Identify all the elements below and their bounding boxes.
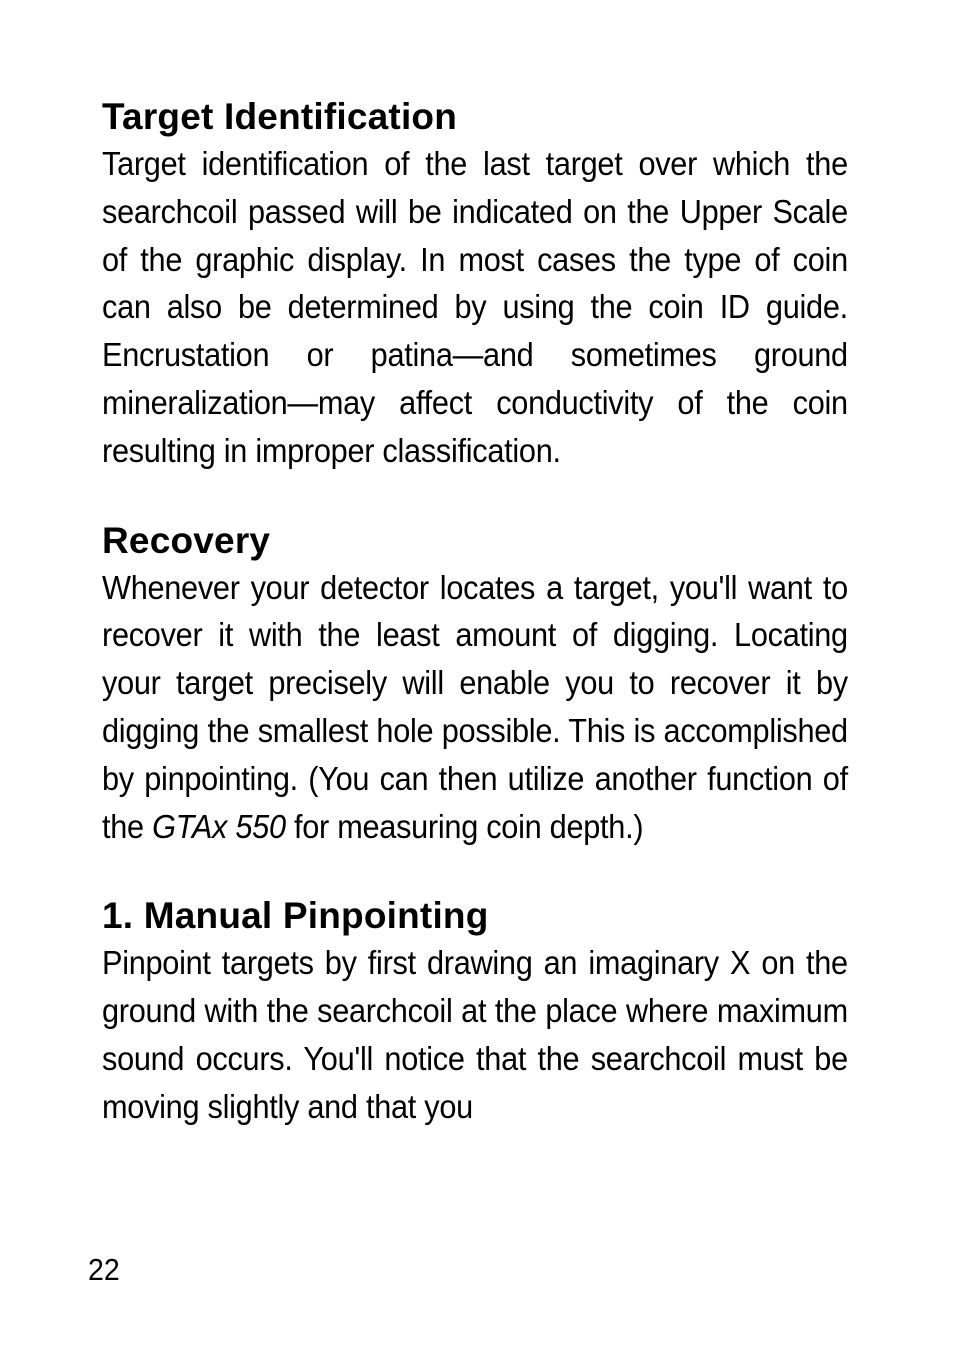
section-spacer (102, 850, 848, 893)
recovery-text-start: Whenever your detector locates a target, you'll want to recover it with the least amount of digging. Locating your target precisely will enable you to recover it by digging the smallest hole possible. This is accomplished by pinpointing. (You can then utilize another function of the (102, 568, 848, 845)
page-number: 22 (88, 1252, 120, 1287)
paragraph-target-identification: Target identification of the last target over which the searchcoil passed will be indicated on the Upper Scale of the graphic display. In most cases the type of coin can also be determined by using the coin ID guide. Encrustation or patina—and sometimes ground mineralization—may affect conductivity of the coin resulting in improper classification. (102, 145, 848, 469)
product-name: GTAx 550 (152, 807, 286, 845)
paragraph-manual-pinpointing: Pinpoint targets by first drawing an imaginary X on the ground with the searchcoil at the place where maximum sound occurs. You'll notice that the searchcoil must be moving slightly and that you (102, 944, 848, 1125)
heading-manual-pinpointing: 1. Manual Pinpointing (102, 895, 489, 937)
section-manual-pinpointing (102, 893, 848, 1130)
page-content (102, 94, 848, 1131)
section-target-identification (102, 94, 848, 475)
heading-target-identification: Target Identification (102, 96, 458, 137)
section-spacer (102, 475, 848, 518)
recovery-text-end: for measuring coin depth.) (285, 807, 644, 845)
section-recovery (102, 518, 848, 851)
paragraph-recovery (102, 564, 848, 851)
heading-recovery: Recovery (102, 519, 271, 561)
